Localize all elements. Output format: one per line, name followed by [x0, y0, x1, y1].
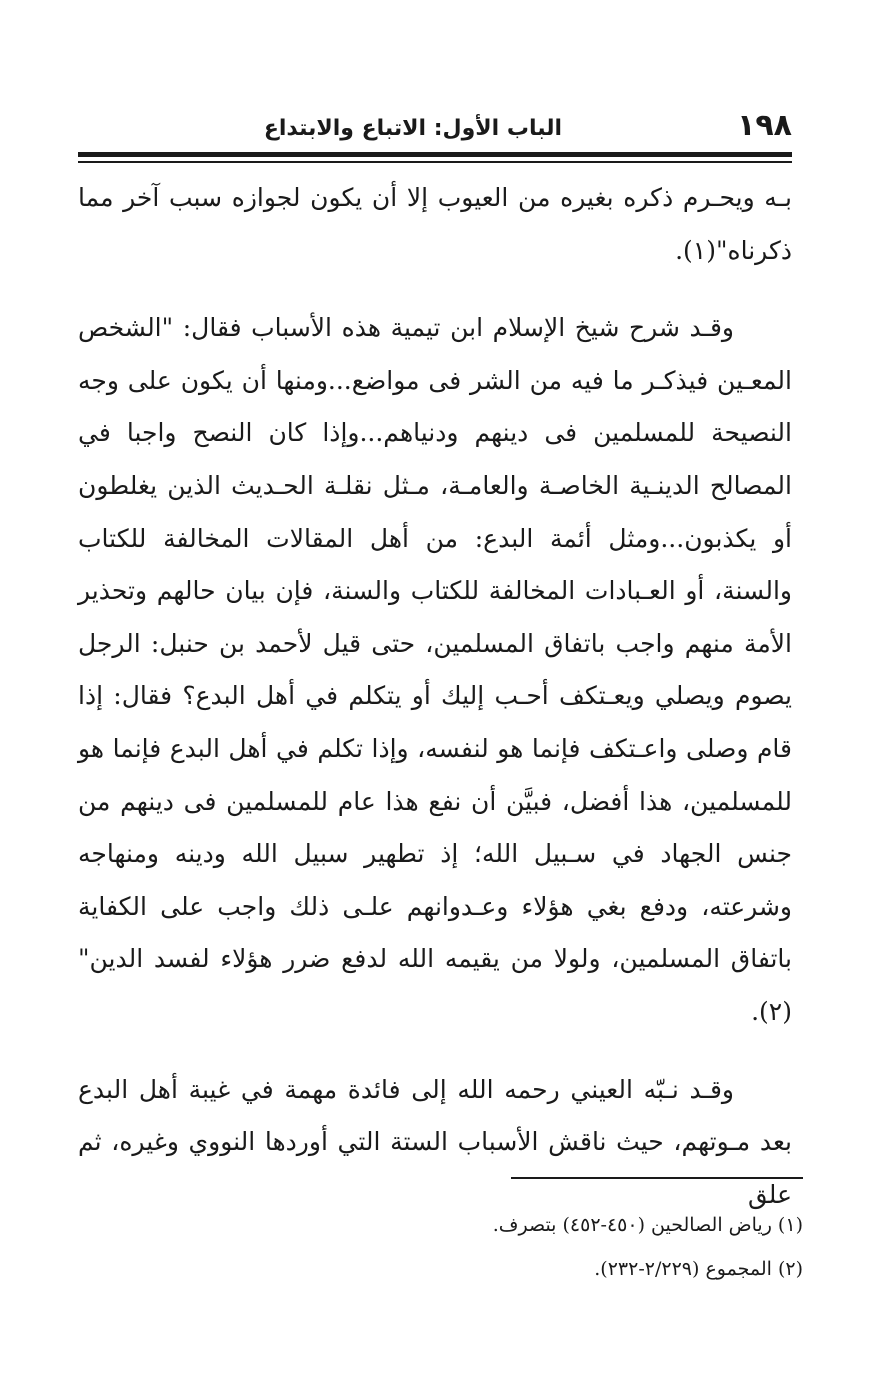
paragraph-continuation: بـه ويحـرم ذكره بغيره من العيوب إلا أن يكون لجوازه سبب آخر مما ذكرناه"(١). [78, 183, 792, 265]
footnote-separator [511, 1177, 803, 1179]
footnotes [203, 1203, 803, 1291]
paragraph-al-ayni: وقـد نـبّه العيني رحمه الله إلى فائدة مهمة في غيبة أهل البدع بعد مـوتهم، حيث ناقش الأسباب الستة التي أوردها النووي وغيره، ثم علق [78, 1074, 792, 1209]
running-title: الباب الأول: الاتباع والابتداع [263, 116, 562, 141]
header-rule-thin [78, 161, 792, 163]
page-number: ١٩٨ [737, 108, 792, 143]
footnote-1: (١) رياض الصالحين (٤٥٠-٤٥٢) بتصرف. [492, 1214, 803, 1236]
footnote-2: (٢) المجموع (٢/٢٢٩-٢٣٢). [594, 1258, 803, 1280]
header-rule-thick [78, 152, 792, 157]
body-text [78, 172, 792, 1221]
paragraph-ibn-taymiyyah-quote: وقـد شرح شيخ الإسلام ابن تيمية هذه الأسباب فقال: "الشخص المعـين فيذكـر ما فيه من الشر فى مواضع...ومنها أن يكون على وجه النصيحة للمسلمين فى دينهم ودنياهم...وإذا كان النصح واجبا في المصالح الدينـية الخاصـة والعامـة، مـثل نقلـة الحـديث الذين يغلطون أو يكذبون...ومثل أئمة البدع: من أهل المقالات المخالفة للكتاب والسنة، أو العـبادات المخالفة للكتاب والسنة، فإن بيان حالهم وتحذير الأمة منهم واجب باتفاق المسلمين، حتى قيل لأحمد بن حنبل: الرجل يصوم ويصلي ويعـتكف أحـب إليك أو يتكلم في أهل البدع؟ فقال: إذا قام وصلى واعـتكف فإنما هو لنفسه، وإذا تكلم في أهل البدع فإنما هو للمسلمين، هذا أفضل، فبيَّن أن نفع هذا عام للمسلمين فى دينهم من جنس الجهاد في سـبيل الله؛ إذ تطهير سبيل الله ودينه ومنهاجه وشرعته، ودفع بغي هؤلاء وعـدوانهم علـى ذلك واجب على الكفاية باتفاق المسلمين، ولولا من يقيمه الله لدفع ضرر هؤلاء لفسد الدين"(٢). [78, 313, 792, 1026]
page-header [78, 108, 792, 148]
